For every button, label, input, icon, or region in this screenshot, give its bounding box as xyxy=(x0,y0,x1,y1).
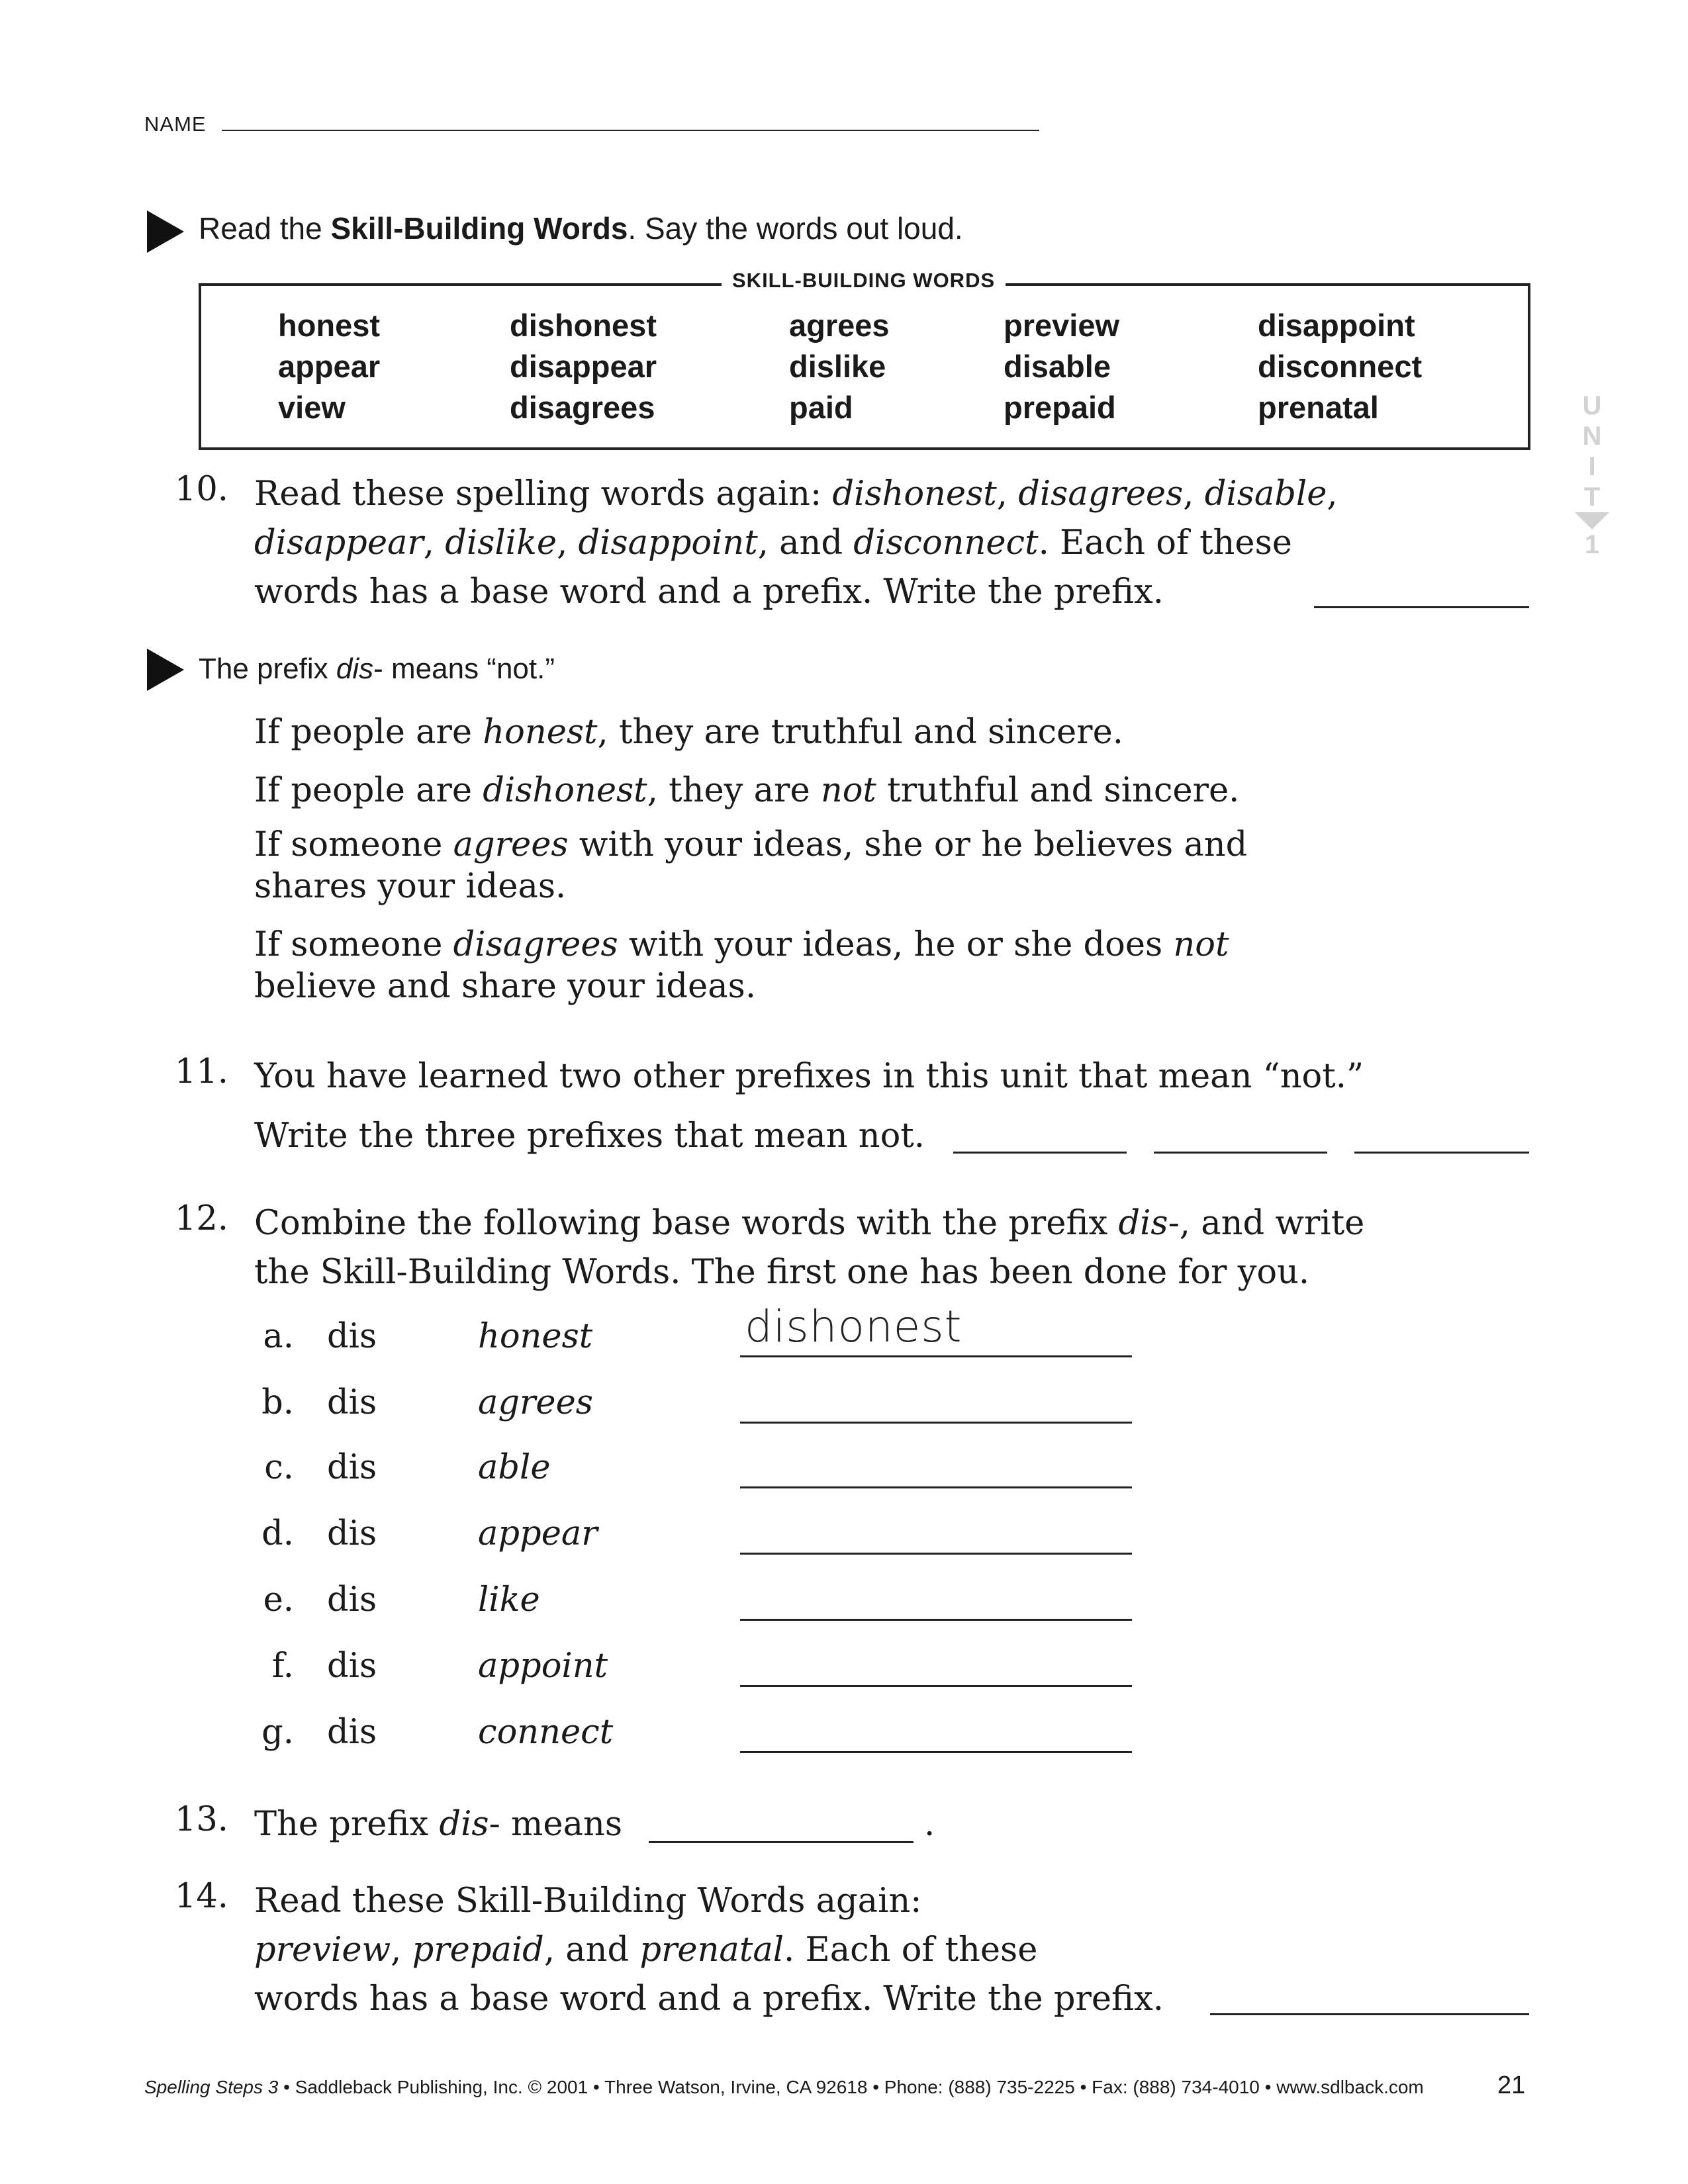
word: appear xyxy=(278,349,381,384)
item-letter: c. xyxy=(264,1448,294,1487)
comma: , xyxy=(423,523,435,563)
prefix-text: dis xyxy=(439,1805,489,1844)
question-12-text xyxy=(254,1199,1364,1297)
answer-line[interactable] xyxy=(649,1841,914,1843)
comma: , xyxy=(1183,475,1194,514)
word: not xyxy=(820,771,876,810)
answer-line[interactable] xyxy=(953,1152,1127,1154)
unit-tab xyxy=(1572,390,1612,560)
prefix-text: dis xyxy=(336,653,374,685)
item-base-word: honest xyxy=(478,1317,593,1356)
text: -, and write xyxy=(1168,1204,1365,1243)
instruction-text-end: . Say the words out loud. xyxy=(628,211,963,246)
item-base-word: like xyxy=(478,1580,540,1619)
item-prefix: dis xyxy=(327,1713,377,1752)
word: preview xyxy=(1004,308,1120,343)
word: disconnect xyxy=(1258,349,1423,384)
instruction-bold-text: Skill-Building Words xyxy=(330,211,628,246)
unit-letter: I xyxy=(1588,452,1596,481)
text: , they are xyxy=(647,771,821,810)
item-base-word: appoint xyxy=(478,1647,608,1686)
unit-letter: U xyxy=(1582,391,1602,420)
text: , they are truthful and sincere. xyxy=(597,713,1123,752)
question-13-period: . xyxy=(924,1805,935,1844)
word: disagrees xyxy=(1018,475,1184,514)
item-base-word: connect xyxy=(478,1713,614,1752)
question-number: 14. xyxy=(174,1877,228,1916)
question-line: Read these Skill-Building Words again: xyxy=(254,1882,922,1921)
item-prefix: dis xyxy=(327,1514,377,1553)
sentence-line: shares your ideas. xyxy=(254,867,567,906)
word: disappoint xyxy=(578,523,758,563)
item-letter: a. xyxy=(263,1317,294,1356)
question-line xyxy=(254,519,1338,568)
answer-line[interactable] xyxy=(740,1422,1132,1424)
item-prefix: dis xyxy=(327,1448,377,1487)
word: dishonest xyxy=(832,475,997,514)
word: disable xyxy=(1004,349,1111,384)
item-prefix: dis xyxy=(327,1580,377,1619)
word: disconnect xyxy=(853,523,1039,563)
word: dislike xyxy=(445,523,557,563)
example-sentence xyxy=(254,766,1239,815)
answer-line[interactable] xyxy=(1210,2013,1529,2015)
question-line xyxy=(254,470,1338,519)
word: disappear xyxy=(510,349,657,384)
question-line: words has a base word and a prefix. Write the prefix. xyxy=(254,572,1164,612)
comma: , xyxy=(391,1931,402,1970)
question-14-text xyxy=(254,1877,1164,2024)
word: not xyxy=(1173,925,1229,964)
word: honest xyxy=(278,308,381,343)
triangle-down-icon xyxy=(1575,512,1609,529)
text: If people are xyxy=(254,713,483,752)
sentence-line: believe and share your ideas. xyxy=(254,967,757,1006)
sentence-line xyxy=(254,824,1247,866)
word: preview xyxy=(254,1931,391,1970)
arrow-icon xyxy=(147,210,184,253)
word: disagrees xyxy=(510,390,655,425)
text: The prefix xyxy=(199,653,336,685)
question-number: 12. xyxy=(174,1199,228,1238)
text: - means xyxy=(489,1805,623,1844)
text: Read these spelling words again: xyxy=(254,475,833,514)
item-prefix: dis xyxy=(327,1317,377,1356)
prefix-text: dis xyxy=(1118,1204,1168,1243)
question-line xyxy=(254,1926,1164,1975)
word: dislike xyxy=(789,349,886,384)
word: dishonest xyxy=(483,771,647,810)
arrow-icon xyxy=(147,649,184,691)
item-prefix: dis xyxy=(327,1647,377,1686)
sentence-line xyxy=(254,924,1229,966)
item-letter: d. xyxy=(261,1514,294,1553)
page-number: 21 xyxy=(1497,2071,1526,2099)
word: disappear xyxy=(254,523,424,563)
name-label: NAME xyxy=(144,113,207,136)
item-letter: e. xyxy=(263,1580,294,1619)
text: with your ideas, she or he believes and xyxy=(568,825,1248,864)
word: disable xyxy=(1204,475,1327,514)
comma: , xyxy=(996,475,1008,514)
text: , and xyxy=(757,523,854,563)
instruction-read-words xyxy=(199,210,963,246)
answer-line[interactable] xyxy=(740,1553,1132,1555)
question-11-line1: You have learned two other prefixes in this unit that mean “not.” xyxy=(254,1057,1364,1096)
text: with your ideas, he or she does xyxy=(618,925,1174,964)
answer-line[interactable] xyxy=(740,1751,1132,1753)
word: prenatal xyxy=(639,1931,784,1970)
item-base-word: appear xyxy=(478,1514,598,1553)
example-sentence xyxy=(254,924,1229,1007)
item-prefix: dis xyxy=(327,1383,377,1422)
text: The prefix xyxy=(254,1805,440,1844)
answer-line[interactable] xyxy=(1354,1152,1529,1154)
word: agrees xyxy=(789,308,890,343)
word: paid xyxy=(789,390,853,425)
word: honest xyxy=(483,713,598,752)
item-letter: g. xyxy=(261,1713,294,1752)
word: prepaid xyxy=(1004,390,1116,425)
question-line: words has a base word and a prefix. Write the prefix. xyxy=(254,1979,1164,2019)
question-number: 13. xyxy=(174,1800,228,1839)
text: . Each of these xyxy=(1038,523,1292,563)
question-line xyxy=(254,1199,1364,1248)
word: view xyxy=(278,390,346,425)
unit-letter: N xyxy=(1582,422,1602,451)
word: dishonest xyxy=(510,308,657,343)
question-line: the Skill-Building Words. The first one has been done for you. xyxy=(254,1253,1310,1292)
handwritten-answer: dishonest xyxy=(745,1301,962,1352)
example-sentence xyxy=(254,708,1123,757)
item-letter: f. xyxy=(271,1647,294,1686)
name-input-line[interactable] xyxy=(222,130,1039,131)
word: agrees xyxy=(453,825,569,864)
unit-number: 1 xyxy=(1584,530,1600,559)
word: prenatal xyxy=(1258,390,1379,425)
answer-line[interactable] xyxy=(1314,606,1529,608)
item-letter: b. xyxy=(261,1383,294,1422)
question-11-line2: Write the three prefixes that mean not. xyxy=(254,1116,925,1156)
answer-line[interactable] xyxy=(740,1685,1132,1687)
question-13-text xyxy=(254,1800,622,1849)
answer-line[interactable] xyxy=(740,1486,1132,1488)
text: truthful and sincere. xyxy=(876,771,1240,810)
question-number: 11. xyxy=(174,1052,228,1091)
answer-line[interactable] xyxy=(740,1355,1132,1357)
text: . Each of these xyxy=(784,1931,1038,1970)
publisher-info: • Saddleback Publishing, Inc. © 2001 • Three Watson, Irvine, CA 92618 • Phone: (888) 735-2225 • Fax: (888) 734-4010 • www.sdlback.com xyxy=(278,2077,1424,2097)
book-title: Spelling Steps 3 xyxy=(144,2077,279,2097)
word: prepaid xyxy=(412,1931,544,1970)
comma: , xyxy=(557,523,568,563)
text: If someone xyxy=(254,825,453,864)
text: If someone xyxy=(254,925,453,964)
item-base-word: agrees xyxy=(478,1383,593,1422)
item-base-word: able xyxy=(478,1448,551,1487)
unit-letter: T xyxy=(1583,482,1601,512)
word: disappoint xyxy=(1258,308,1415,343)
instruction-prefix-dis xyxy=(199,653,555,686)
question-number: 10. xyxy=(174,470,228,509)
answer-line[interactable] xyxy=(1154,1152,1327,1154)
word: disagrees xyxy=(453,925,618,964)
footer-credit xyxy=(144,2077,1424,2098)
text: , and xyxy=(543,1931,640,1970)
example-sentence xyxy=(254,824,1247,907)
question-10-text xyxy=(254,470,1338,617)
answer-line[interactable] xyxy=(740,1619,1132,1621)
text: Combine the following base words with the prefix xyxy=(254,1204,1119,1243)
text: If people are xyxy=(254,771,483,810)
text: - means “not.” xyxy=(373,653,555,685)
word-box-title: SKILL-BUILDING WORDS xyxy=(722,269,1006,293)
instruction-text: Read the xyxy=(199,211,331,246)
comma: , xyxy=(1327,475,1338,514)
